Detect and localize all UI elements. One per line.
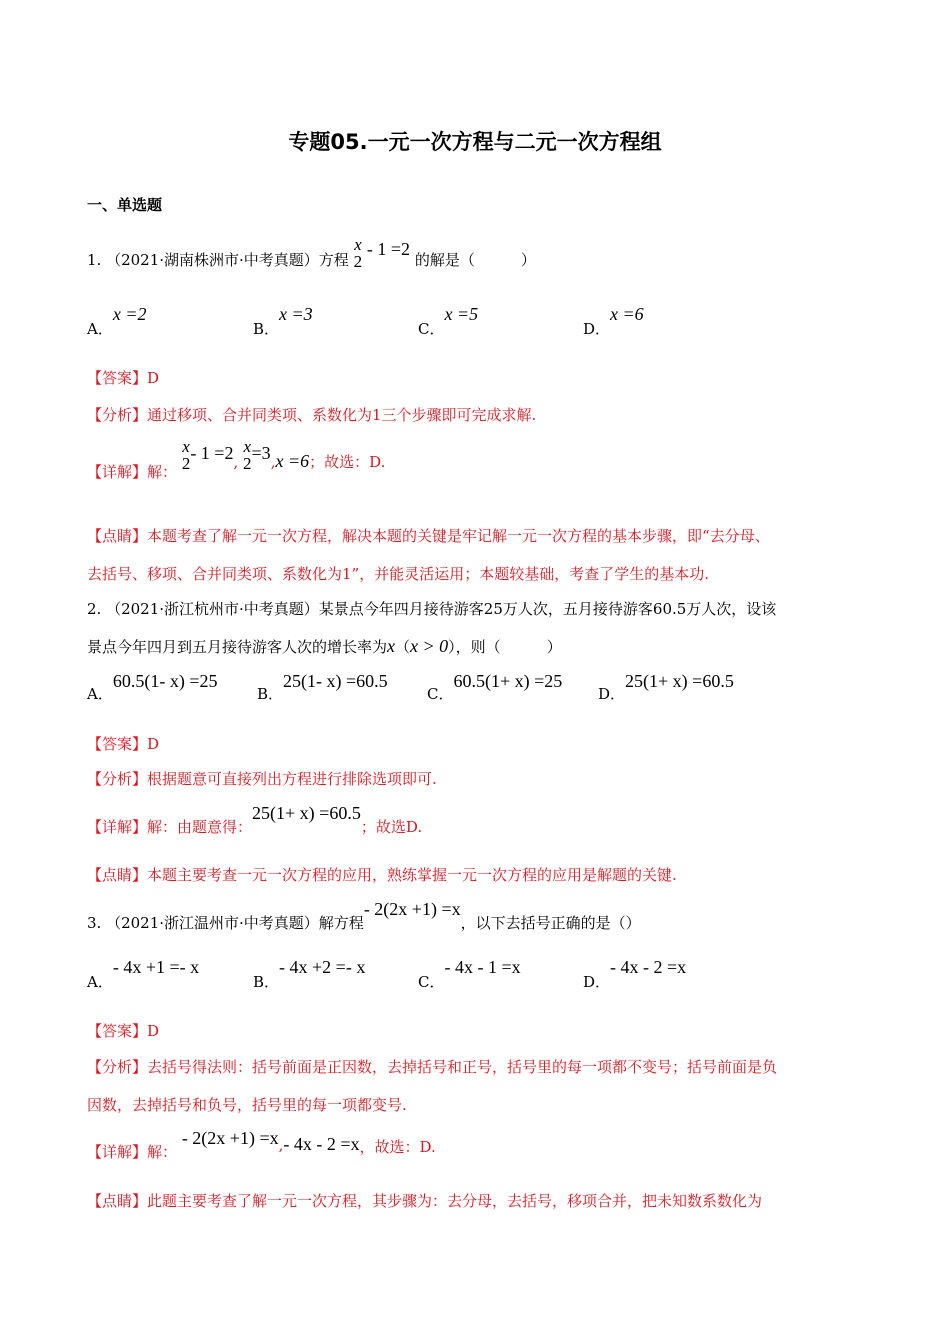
question-suffix: ，以下去括号正确的是（ (460, 914, 626, 932)
answer-value: D (147, 369, 160, 387)
question-text: 景点今年四月到五月接待游客人次的增长率为 (87, 638, 388, 656)
detail-prefix: 解： (147, 463, 178, 481)
option-expr: 25(1- x) =60.5 (283, 671, 388, 691)
question-source: （2021·湖南株洲市·中考真题）方程 (106, 251, 349, 269)
option-c (418, 957, 521, 991)
question-text: ），则（ (448, 638, 501, 656)
comment (87, 1190, 762, 1211)
analysis-continued: 因数，去掉括号和负号，括号里的每一项都变号. (87, 1096, 407, 1114)
answer-tag: 【答案】 (87, 735, 148, 753)
option-expr: - 4x +2 =- x (279, 957, 366, 977)
question-number: 3. (87, 914, 102, 932)
separator: , (278, 1136, 284, 1154)
option-expr: x =6 (610, 304, 644, 324)
equation: 25(1+ x) =60.5 (252, 803, 361, 823)
comment-text: 此题主要考查了解一元一次方程，其步骤为：去分母，去括号，移项合并，把未知数系数化为 (147, 1192, 763, 1210)
fraction (354, 236, 363, 270)
analysis-text: 根据题意可直接列出方程进行排除选项即可. (147, 770, 437, 788)
fraction-denominator: 2 (243, 454, 252, 473)
option-label: B． (253, 320, 280, 338)
comment (87, 864, 677, 885)
detail-end: ，故选：D. (359, 1138, 436, 1156)
option-b (253, 304, 313, 338)
fraction-denominator: 2 (181, 454, 191, 473)
option-expr: - 4x - 2 =x (610, 957, 687, 977)
option-expr: - 4x - 1 =x (444, 957, 521, 977)
comment-tag: 【点睛】 (87, 527, 148, 545)
equation: - 1 =2 (190, 443, 234, 463)
comment-text: 本题主要考查一元一次方程的应用，熟练掌握一元一次方程的应用是解题的关键. (147, 866, 677, 884)
option-b (253, 957, 366, 991)
answer-value: D (147, 735, 160, 753)
detail-tag: 【详解】 (87, 1143, 148, 1161)
equation-rest: - 1 =2 (366, 239, 411, 259)
option-expr: 60.5(1- x) =25 (112, 671, 218, 691)
comment-continued: 去括号、移项、合并同类项、系数化为1”，并能灵活运用；本题较基础，考查了学生的基本功. (87, 565, 709, 583)
analysis (87, 404, 536, 425)
detail (87, 1128, 436, 1161)
question-number: 1. (87, 251, 102, 269)
option-a (87, 671, 218, 703)
option-label: C． (427, 685, 454, 703)
analysis-text: 通过移项、合并同类项、系数化为1三个步骤即可完成求解. (147, 406, 537, 424)
option-expr: x =3 (279, 304, 313, 324)
option-expr: - 4x +1 =- x (112, 957, 200, 977)
condition: x > 0 (410, 636, 449, 656)
equation: x =6 (275, 451, 310, 471)
option-label: A． (87, 973, 113, 991)
answer-value: D (147, 1022, 160, 1040)
detail-tag: 【详解】 (87, 463, 148, 481)
comment-tag: 【点睛】 (87, 866, 148, 884)
question-number: 2. (87, 600, 102, 618)
detail-prefix: 解： (147, 1143, 178, 1161)
option-d (598, 671, 734, 703)
option-a (87, 304, 147, 338)
answer (87, 367, 159, 388)
option-expr: x =5 (444, 304, 479, 324)
option-c (418, 304, 479, 338)
option-label: A． (87, 685, 113, 703)
option-expr: 60.5(1+ x) =25 (453, 671, 563, 691)
section-heading: 一、单选题 (87, 196, 163, 214)
variable: x (387, 636, 396, 656)
answer (87, 733, 159, 754)
answer-tag: 【答案】 (87, 369, 148, 387)
option-expr: 25(1+ x) =60.5 (625, 671, 734, 691)
detail-end: ；故选：D. (309, 453, 386, 471)
fraction (243, 438, 252, 472)
question-text: （2021·浙江杭州市·中考真题）某景点今年四月接待游客25万人次，五月接待游客60.5万人次，设该 (106, 600, 777, 618)
detail (87, 803, 423, 836)
option-label: C． (418, 320, 445, 338)
answer-tag: 【答案】 (87, 1022, 148, 1040)
comment-text: 本题考查了解一元一次方程，解决本题的关键是牢记解一元一次方程的基本步骤，即“去分母、 (147, 527, 770, 545)
fraction-numerator: x (354, 235, 362, 254)
analysis-tag: 【分析】 (87, 770, 148, 788)
question-close: ） (625, 914, 641, 932)
option-a (87, 957, 200, 991)
option-d (583, 957, 687, 991)
option-d (583, 304, 644, 338)
detail-prefix: 解：由题意得： (147, 818, 253, 836)
answer (87, 1020, 159, 1041)
analysis (87, 1056, 777, 1077)
question-suffix: 的解是（ (414, 251, 475, 269)
option-label: A． (87, 320, 113, 338)
comment-tag: 【点睛】 (87, 1192, 148, 1210)
equation: =3 (251, 443, 271, 463)
question-3 (87, 899, 641, 932)
page-title: 专题05.一元一次方程与二元一次方程组 (288, 130, 662, 154)
detail-end: ；故选D. (360, 818, 423, 836)
detail-tag: 【详解】 (87, 818, 148, 836)
separator: , (233, 453, 239, 471)
equation: - 2(2x +1) =x (181, 1128, 279, 1148)
option-label: D． (583, 973, 611, 991)
question-source: （2021·浙江温州市·中考真题）解方程 (106, 914, 364, 932)
analysis-tag: 【分析】 (87, 406, 148, 424)
option-label: D． (598, 685, 626, 703)
question-text: （ (395, 638, 411, 656)
option-b (257, 671, 388, 703)
equation: - 4x - 2 =x (283, 1134, 360, 1154)
question-2-line2 (87, 636, 562, 657)
option-expr: x =2 (112, 304, 147, 324)
option-label: D． (583, 320, 611, 338)
equation: - 2(2x +1) =x (363, 899, 461, 919)
option-label: B． (253, 973, 280, 991)
comment (87, 525, 770, 546)
option-label: B． (257, 685, 284, 703)
question-2 (87, 598, 776, 619)
question-close: ） (546, 638, 562, 656)
fraction-denominator: 2 (353, 252, 363, 271)
option-c (427, 671, 563, 703)
option-label: C． (418, 973, 445, 991)
analysis-text: 去括号得法则：括号前面是正因数，去掉括号和正号，括号里的每一项都不变号；括号前面是负 (147, 1058, 778, 1076)
analysis-tag: 【分析】 (87, 1058, 148, 1076)
question-close: ） (520, 251, 536, 269)
detail (87, 437, 386, 481)
separator: , (270, 453, 276, 471)
question-1 (87, 235, 536, 278)
fraction-numerator: x (182, 437, 190, 456)
analysis (87, 768, 437, 789)
fraction-numerator: x (243, 437, 252, 456)
